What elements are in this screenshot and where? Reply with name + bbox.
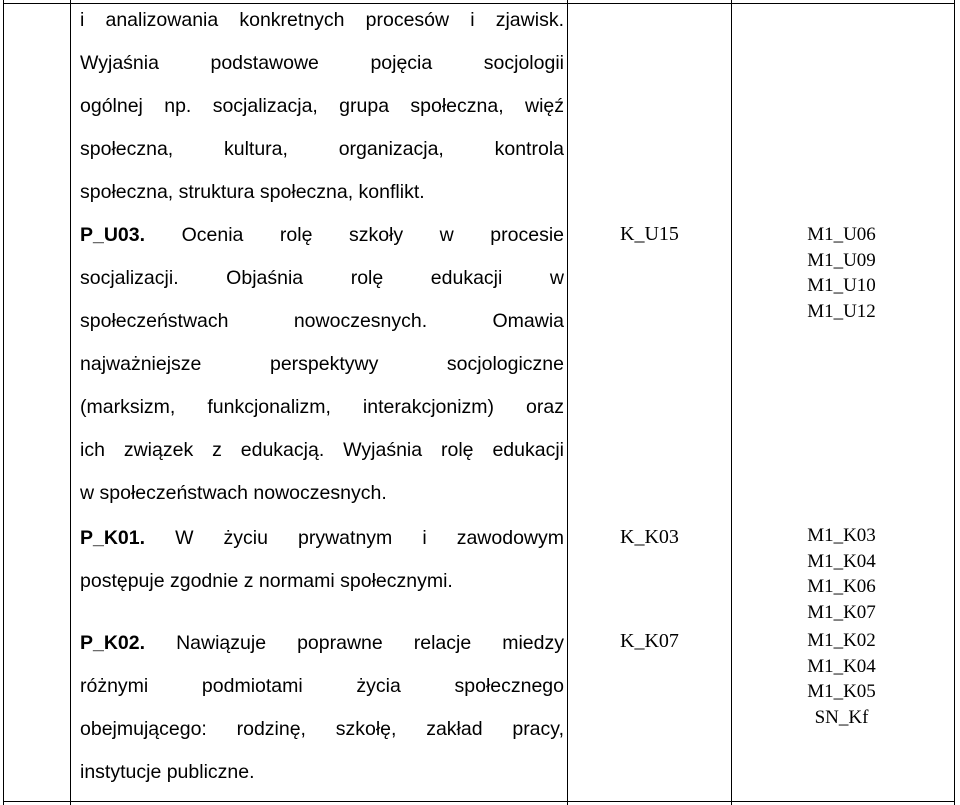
area-ref: M1_K06: [807, 576, 876, 597]
outcome-line: socjalizacji. Objaśnia rolę edukacji w: [80, 267, 564, 289]
outcome-line: różnymi podmiotami życia społecznego: [80, 675, 564, 697]
area-ref: M1_K04: [807, 655, 876, 677]
area-ref: M1_U09: [807, 249, 876, 271]
outcome-line: instytucje publiczne.: [80, 761, 255, 783]
column-divider-2: [567, 0, 568, 805]
table-border-left: [3, 0, 4, 805]
area-refs-pk01: [732, 523, 951, 625]
outcome-line: [80, 622, 564, 665]
area-ref: SN_Kf: [814, 706, 869, 728]
outcome-text: Ocenia rolę szkoły w procesie: [145, 224, 564, 246]
direction-code-pk01: K_K03: [620, 526, 679, 548]
area-ref: M1_K05: [807, 681, 876, 702]
direction-code-pu03: K_U15: [620, 223, 679, 245]
outcome-id: P_K01.: [80, 527, 146, 549]
outcome-description-pu03: [80, 214, 564, 515]
direction-code-pk02: K_K07: [620, 630, 679, 652]
outcome-line: obejmującego: rodzinę, szkołę, zakład pracy,: [80, 718, 564, 740]
outcome-line: (marksizm, funkcjonalizm, interakcjonizm) oraz: [80, 396, 564, 418]
area-ref: M1_U10: [807, 275, 876, 296]
area-ref: M1_U12: [807, 300, 876, 322]
area-refs-pu03: [732, 222, 951, 324]
outcome-line: postępuje zgodnie z normami społecznymi.: [80, 570, 453, 592]
intro-line: ogólnej np. socjalizacja, grupa społeczna, więź: [80, 95, 564, 117]
outcome-id: P_K02.: [80, 632, 146, 654]
outcome-description-pk02: [80, 622, 564, 794]
outcome-text: Nawiązuje poprawne relacje miedzy: [145, 632, 564, 654]
column-divider-1: [70, 0, 71, 805]
area-ref: M1_K07: [807, 601, 876, 623]
outcome-line: ich związek z edukacją. Wyjaśnia rolę edukacji: [80, 439, 564, 461]
outcome-line: najważniejsze perspektywy socjologiczne: [80, 353, 564, 375]
outcome-line: [80, 517, 564, 560]
intro-line: i analizowania konkretnych procesów i zjawisk.: [80, 9, 564, 31]
intro-line: Wyjaśnia podstawowe pojęcia socjologii: [80, 52, 564, 74]
outcome-line: [80, 214, 564, 257]
area-ref: M1_U06: [807, 224, 876, 245]
outcome-description-pk01: [80, 517, 564, 603]
area-ref: M1_K02: [807, 630, 876, 651]
outcome-line: społeczeństwach nowoczesnych. Omawia: [80, 310, 564, 332]
outcome-text: W życiu prywatnym i zawodowym: [145, 527, 564, 549]
outcome-line: w społeczeństwach nowoczesnych.: [80, 482, 387, 504]
intro-text: [80, 0, 564, 214]
area-refs-pk02: [732, 628, 951, 730]
intro-line: społeczna, kultura, organizacja, kontrola: [80, 138, 564, 160]
outcome-id: P_U03.: [80, 224, 146, 246]
table-border-bottom: [3, 801, 955, 802]
intro-line: społeczna, struktura społeczna, konflikt.: [80, 181, 425, 203]
area-ref: M1_K03: [807, 525, 876, 546]
area-ref: M1_K04: [807, 550, 876, 572]
table-border-right: [954, 0, 955, 805]
